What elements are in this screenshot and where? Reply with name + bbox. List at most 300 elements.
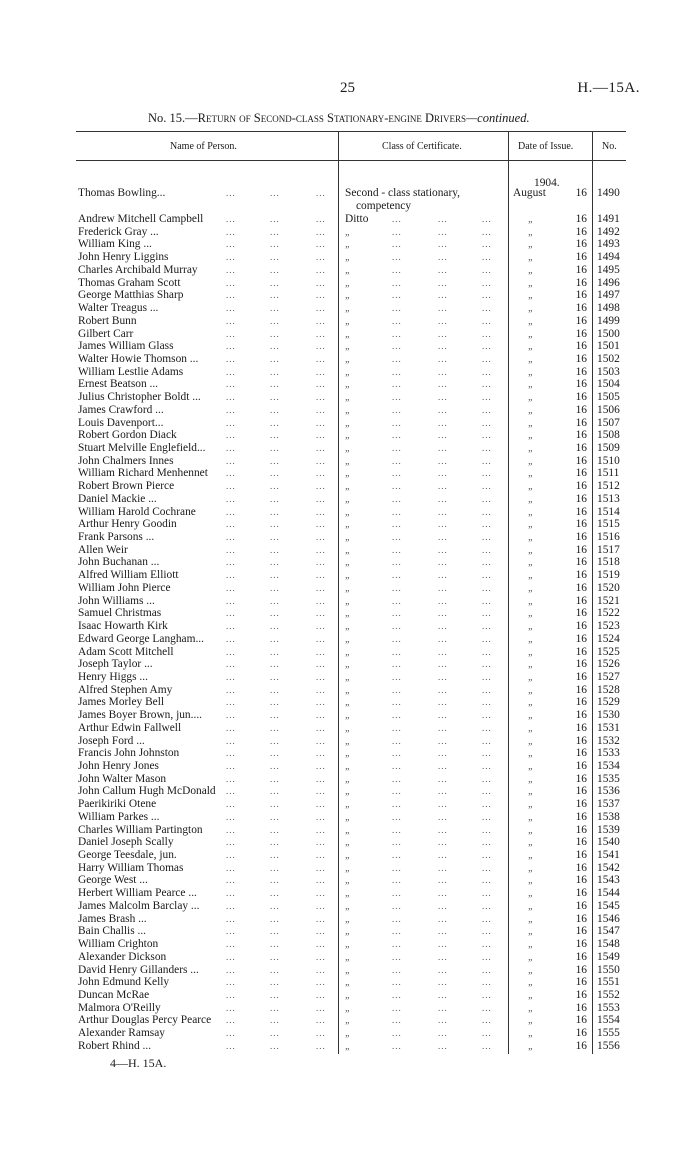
leader-dots: ... <box>392 544 402 555</box>
leader-dots: ... <box>270 328 280 339</box>
issue-day: 16 <box>575 1001 587 1014</box>
issue-month-ditto: „ <box>528 264 534 276</box>
leader-dots: ... <box>482 264 492 275</box>
leader-dots: ... <box>482 252 492 263</box>
person-name: William John Pierce <box>78 581 171 594</box>
leader-dots: ... <box>316 481 326 492</box>
certificate-number: 1498 <box>597 302 620 314</box>
leader-dots: ... <box>226 646 236 657</box>
table-row <box>0 951 700 964</box>
leader-dots: ... <box>482 493 492 504</box>
certificate-number: 1541 <box>597 849 620 861</box>
certificate-number: 1549 <box>597 950 620 963</box>
leader-dots: ... <box>482 532 492 542</box>
certificate-class-ditto: „ <box>345 722 351 734</box>
certificate-class-ditto: „ <box>345 341 351 353</box>
certificate-class-ditto: „ <box>345 913 351 925</box>
leader-dots: ... <box>438 659 448 670</box>
leader-dots: ... <box>270 659 280 670</box>
leader-dots: ... <box>226 900 236 911</box>
leader-dots: ... <box>438 951 448 962</box>
leader-dots: ... <box>438 404 448 415</box>
leader-dots: ... <box>482 570 492 581</box>
issue-month-ditto: „ <box>528 468 534 480</box>
certificate-number: 1527 <box>597 670 620 683</box>
certificate-class-ditto: „ <box>345 290 351 302</box>
leader-dots: ... <box>226 735 236 746</box>
leader-dots: ... <box>438 519 448 530</box>
leader-dots: ... <box>316 264 326 275</box>
table-row <box>0 620 700 633</box>
certificate-number: 1538 <box>597 810 620 823</box>
leader-dots: ... <box>270 824 280 835</box>
leader-dots: ... <box>438 557 448 568</box>
leader-dots: ... <box>226 799 236 810</box>
certificate-number: 1537 <box>597 798 620 811</box>
leader-dots: ... <box>482 481 492 492</box>
certificate-class-ditto: „ <box>345 252 351 264</box>
person-name: Charles Archibald Murray <box>78 263 198 276</box>
issue-month-ditto: „ <box>528 315 534 327</box>
leader-dots: ... <box>226 544 236 555</box>
title-prefix: No. 15.— <box>148 111 198 125</box>
table-row <box>0 836 700 849</box>
issue-day: 16 <box>575 874 587 887</box>
leader-dots: ... <box>226 493 236 504</box>
issue-day: 16 <box>575 950 587 963</box>
issue-month-ditto: „ <box>528 366 534 378</box>
issue-month-ditto: „ <box>528 226 534 238</box>
leader-dots: ... <box>316 544 326 555</box>
issue-month-ditto: „ <box>528 964 534 976</box>
certificate-class-ditto: „ <box>345 595 351 607</box>
leader-dots: ... <box>316 900 326 911</box>
leader-dots: ... <box>226 392 236 403</box>
leader-dots: ... <box>270 989 280 1000</box>
leader-dots: ... <box>226 761 236 771</box>
issue-day: 16 <box>575 1014 587 1027</box>
person-name: Duncan McRae <box>78 988 150 1001</box>
table-row <box>0 722 700 735</box>
leader-dots: ... <box>482 214 492 224</box>
issue-month-ditto: „ <box>528 392 534 404</box>
leader-dots: ... <box>482 557 492 568</box>
leader-dots: ... <box>392 964 402 975</box>
leader-dots: ... <box>270 671 280 682</box>
leader-dots: ... <box>270 608 280 619</box>
leader-dots: ... <box>270 710 280 721</box>
leader-dots: ... <box>392 608 402 619</box>
leader-dots: ... <box>482 837 492 848</box>
leader-dots: ... <box>438 837 448 848</box>
leader-dots: ... <box>482 341 492 352</box>
table-row <box>0 302 700 315</box>
certificate-number: 1497 <box>597 289 620 302</box>
certificate-class-ditto: „ <box>345 646 351 658</box>
leader-dots: ... <box>392 341 402 352</box>
leader-dots: ... <box>438 315 448 326</box>
leader-dots: ... <box>316 837 326 848</box>
leader-dots: ... <box>226 1015 236 1026</box>
certificate-class-ditto: „ <box>345 455 351 467</box>
leader-dots: ... <box>226 926 236 937</box>
issue-month-ditto: „ <box>528 786 534 798</box>
leader-dots: ... <box>438 913 448 924</box>
table-row <box>0 556 700 569</box>
leader-dots: ... <box>270 557 280 568</box>
leader-dots: ... <box>270 646 280 657</box>
leader-dots: ... <box>482 239 492 250</box>
certificate-number: 1525 <box>597 645 620 658</box>
leader-dots: ... <box>316 977 326 988</box>
certificate-class-ditto: „ <box>345 761 351 772</box>
certificate-class-ditto: „ <box>345 888 351 900</box>
leader-dots: ... <box>226 977 236 988</box>
person-name: Walter Treagus ... <box>78 302 159 314</box>
leader-dots: ... <box>316 277 326 288</box>
table-row <box>0 378 700 391</box>
leader-dots: ... <box>226 417 236 428</box>
issue-month-ditto: „ <box>528 773 534 785</box>
certificate-number: 1517 <box>597 543 620 556</box>
issue-month-ditto: „ <box>528 850 534 861</box>
certificate-number: 1493 <box>597 238 620 251</box>
leader-dots: ... <box>270 1028 280 1039</box>
leader-dots: ... <box>270 939 280 949</box>
certificate-class-ditto: „ <box>345 977 351 989</box>
leader-dots: ... <box>392 748 402 759</box>
table-row <box>0 480 700 493</box>
issue-month-ditto: „ <box>528 748 534 760</box>
leader-dots: ... <box>438 926 448 937</box>
issue-day: 16 <box>575 327 587 340</box>
person-name: James Boyer Brown, jun.... <box>78 709 203 722</box>
person-name: Charles William Partington <box>78 823 203 836</box>
issue-month-ditto: „ <box>528 621 534 632</box>
issue-month-ditto: „ <box>528 977 534 989</box>
table-row <box>0 493 700 506</box>
leader-dots: ... <box>316 557 326 568</box>
issue-month-ditto: „ <box>528 671 534 683</box>
certificate-class-ditto: „ <box>345 621 351 632</box>
leader-dots: ... <box>482 977 492 988</box>
certificate-number: 1511 <box>597 467 620 480</box>
leader-dots: ... <box>270 1015 280 1026</box>
leader-dots: ... <box>316 315 326 326</box>
leader-dots: ... <box>226 328 236 339</box>
issue-month-ditto: „ <box>528 862 534 874</box>
person-name: James Morley Bell <box>78 696 165 709</box>
certificate-number: 1492 <box>597 225 620 238</box>
certificate-number: 1530 <box>597 709 620 722</box>
leader-dots: ... <box>438 900 448 911</box>
leader-dots: ... <box>438 226 448 237</box>
leader-dots: ... <box>316 532 326 542</box>
certificate-class-ditto: „ <box>345 875 351 887</box>
person-name: David Henry Gillanders ... <box>78 963 199 976</box>
leader-dots: ... <box>482 697 492 708</box>
table-row <box>0 391 700 404</box>
leader-dots: ... <box>482 1015 492 1026</box>
leader-dots: ... <box>226 404 236 415</box>
certificate-number: 1540 <box>597 836 620 849</box>
leader-dots: ... <box>270 544 280 555</box>
person-name: Malmora O'Reilly <box>78 1001 161 1014</box>
certificate-class-ditto: „ <box>345 710 351 722</box>
leader-dots: ... <box>482 875 492 886</box>
certificate-number: 1491 <box>597 213 620 225</box>
table-row <box>0 913 700 926</box>
table-row <box>0 328 700 341</box>
leader-dots: ... <box>226 1028 236 1039</box>
table-row <box>0 289 700 302</box>
certificate-number: 1507 <box>597 416 620 429</box>
leader-dots: ... <box>438 939 448 949</box>
leader-dots: ... <box>392 735 402 746</box>
certificate-class-ditto: „ <box>345 303 351 314</box>
person-name: Walter Howie Thomson ... <box>78 352 199 365</box>
certificate-number: 1524 <box>597 632 620 645</box>
issue-month-ditto: „ <box>528 379 534 391</box>
leader-dots: ... <box>270 277 280 288</box>
leader-dots: ... <box>438 455 448 466</box>
leader-dots: ... <box>438 303 448 313</box>
issue-day: 16 <box>575 938 587 950</box>
leader-dots: ... <box>270 964 280 975</box>
issue-day: 16 <box>575 760 587 772</box>
title-suffix: —continued. <box>466 111 530 125</box>
leader-dots: ... <box>226 671 236 682</box>
certificate-class-ditto: „ <box>345 468 351 480</box>
certificate-class-ditto: „ <box>345 837 351 849</box>
leader-dots: ... <box>438 621 448 631</box>
certificate-class-ditto: „ <box>345 684 351 696</box>
leader-dots: ... <box>482 379 492 390</box>
issue-day: 16 <box>575 632 587 645</box>
certificate-class-ditto: „ <box>345 900 351 912</box>
certificate-number: 1502 <box>597 352 620 365</box>
leader-dots: ... <box>438 697 448 708</box>
leader-dots: ... <box>482 544 492 555</box>
certificate-number: 1543 <box>597 874 620 887</box>
issue-day: 16 <box>575 531 587 543</box>
issue-day: 16 <box>575 683 587 696</box>
person-name: William Harold Cochrane <box>78 505 196 518</box>
leader-dots: ... <box>316 595 326 606</box>
leader-dots: ... <box>316 850 326 860</box>
person-name: Thomas Bowling... <box>78 187 166 199</box>
leader-dots: ... <box>482 710 492 721</box>
leader-dots: ... <box>226 303 236 313</box>
issue-day: 16 <box>575 251 587 264</box>
leader-dots: ... <box>270 290 280 301</box>
leader-dots: ... <box>482 684 492 695</box>
person-name: Gilbert Carr <box>78 327 134 340</box>
issue-month-ditto: „ <box>528 646 534 658</box>
table-row <box>0 277 700 290</box>
leader-dots: ... <box>392 773 402 784</box>
leader-dots: ... <box>482 811 492 822</box>
leader-dots: ... <box>482 353 492 364</box>
table-row <box>0 1002 700 1015</box>
table-row <box>0 429 700 442</box>
leader-dots: ... <box>392 646 402 657</box>
issue-day: 16 <box>575 594 587 607</box>
issue-day: 16 <box>575 836 587 849</box>
leader-dots: ... <box>392 811 402 822</box>
leader-dots: ... <box>392 684 402 695</box>
person-name: Robert Bunn <box>78 314 137 327</box>
leader-dots: ... <box>226 850 236 860</box>
issue-day: 16 <box>575 352 587 365</box>
leader-dots: ... <box>226 468 236 479</box>
issue-day: 16 <box>575 1039 587 1052</box>
leader-dots: ... <box>482 913 492 924</box>
leader-dots: ... <box>270 735 280 746</box>
certificate-number: 1547 <box>597 925 620 938</box>
table-row <box>0 264 700 277</box>
leader-dots: ... <box>482 633 492 644</box>
certificate-number: 1516 <box>597 531 620 543</box>
issue-day: 16 <box>575 454 587 467</box>
leader-dots: ... <box>226 239 236 250</box>
leader-dots: ... <box>316 493 326 504</box>
leader-dots: ... <box>226 659 236 670</box>
certificate-class-ditto: „ <box>345 697 351 709</box>
table-row <box>0 900 700 913</box>
person-name: George West ... <box>78 874 148 887</box>
leader-dots: ... <box>270 951 280 962</box>
leader-dots: ... <box>438 1028 448 1039</box>
issue-month-ditto: „ <box>528 608 534 620</box>
person-name: John Williams ... <box>78 594 155 607</box>
leader-dots: ... <box>226 697 236 708</box>
leader-dots: ... <box>482 862 492 873</box>
issue-month-ditto: „ <box>528 735 534 747</box>
table-row <box>0 925 700 938</box>
issue-month-ditto: „ <box>528 697 534 709</box>
person-name: Ernest Beatson ... <box>78 378 159 391</box>
table-row <box>0 874 700 887</box>
leader-dots: ... <box>438 544 448 555</box>
leader-dots: ... <box>482 303 492 313</box>
leader-dots: ... <box>438 290 448 301</box>
leader-dots: ... <box>270 697 280 708</box>
issue-month-ditto: „ <box>528 1015 534 1027</box>
leader-dots: ... <box>226 989 236 1000</box>
leader-dots: ... <box>482 888 492 899</box>
person-name: John Edmund Kelly <box>78 976 170 989</box>
leader-dots: ... <box>316 188 326 198</box>
leader-dots: ... <box>392 290 402 301</box>
leader-dots: ... <box>270 519 280 530</box>
leader-dots: ... <box>226 837 236 848</box>
leader-dots: ... <box>392 570 402 581</box>
person-name: Arthur Douglas Percy Pearce <box>78 1014 212 1027</box>
person-name: James Malcolm Barclay ... <box>78 899 200 912</box>
leader-dots: ... <box>438 633 448 644</box>
person-name: Adam Scott Mitchell <box>78 645 174 658</box>
leader-dots: ... <box>316 939 326 949</box>
person-name: James Brash ... <box>78 912 147 925</box>
leader-dots: ... <box>392 506 402 517</box>
certificate-number: 1548 <box>597 938 620 950</box>
leader-dots: ... <box>316 443 326 453</box>
table-row <box>0 340 700 353</box>
leader-dots: ... <box>316 989 326 1000</box>
leader-dots: ... <box>316 671 326 682</box>
leader-dots: ... <box>226 875 236 886</box>
table-row <box>0 824 700 837</box>
leader-dots: ... <box>316 1002 326 1013</box>
certificate-class-ditto: „ <box>345 811 351 823</box>
leader-dots: ... <box>316 404 326 415</box>
issue-month-ditto: „ <box>528 341 534 353</box>
leader-dots: ... <box>392 353 402 364</box>
leader-dots: ... <box>316 392 326 403</box>
table-row <box>0 646 700 659</box>
leader-dots: ... <box>226 964 236 975</box>
certificate-number: 1542 <box>597 861 620 874</box>
leader-dots: ... <box>482 722 492 733</box>
issue-month: August <box>513 187 546 199</box>
leader-dots: ... <box>392 315 402 326</box>
issue-month-ditto: „ <box>528 519 534 531</box>
issue-day: 16 <box>575 492 587 505</box>
issue-month-ditto: „ <box>528 837 534 849</box>
leader-dots: ... <box>316 786 326 797</box>
table-row <box>0 531 700 544</box>
person-name: John Callum Hugh McDonald <box>78 785 216 798</box>
leader-dots: ... <box>392 900 402 911</box>
column-header-class: Class of Certificate. <box>382 141 462 152</box>
person-name: Herbert William Pearce ... <box>78 887 197 900</box>
leader-dots: ... <box>392 951 402 962</box>
certificate-class-ditto: „ <box>345 1002 351 1014</box>
person-name: Louis Davenport... <box>78 416 164 429</box>
issue-month-ditto: „ <box>528 1040 534 1052</box>
leader-dots: ... <box>226 862 236 873</box>
issue-month-ditto: „ <box>528 404 534 416</box>
issue-month-ditto: „ <box>528 493 534 505</box>
leader-dots: ... <box>316 659 326 670</box>
leader-dots: ... <box>226 811 236 822</box>
leader-dots: ... <box>226 684 236 695</box>
leader-dots: ... <box>316 722 326 733</box>
certificate-class-ditto: „ <box>345 1040 351 1052</box>
leader-dots: ... <box>482 850 492 860</box>
certificate-class-ditto: „ <box>345 951 351 963</box>
leader-dots: ... <box>482 1040 492 1051</box>
leader-dots: ... <box>316 417 326 428</box>
issue-day: 16 <box>575 709 587 722</box>
leader-dots: ... <box>482 900 492 911</box>
person-name: Robert Gordon Diack <box>78 429 177 442</box>
leader-dots: ... <box>392 455 402 466</box>
certificate-number: 1555 <box>597 1027 620 1040</box>
leader-dots: ... <box>316 888 326 899</box>
leader-dots: ... <box>316 748 326 759</box>
certificate-class-ditto: „ <box>345 671 351 683</box>
leader-dots: ... <box>438 964 448 975</box>
leader-dots: ... <box>270 684 280 695</box>
leader-dots: ... <box>270 926 280 937</box>
leader-dots: ... <box>438 608 448 619</box>
leader-dots: ... <box>438 875 448 886</box>
issue-month-ditto: „ <box>528 875 534 887</box>
leader-dots: ... <box>270 862 280 873</box>
person-name: Stuart Melville Englefield... <box>78 442 206 454</box>
